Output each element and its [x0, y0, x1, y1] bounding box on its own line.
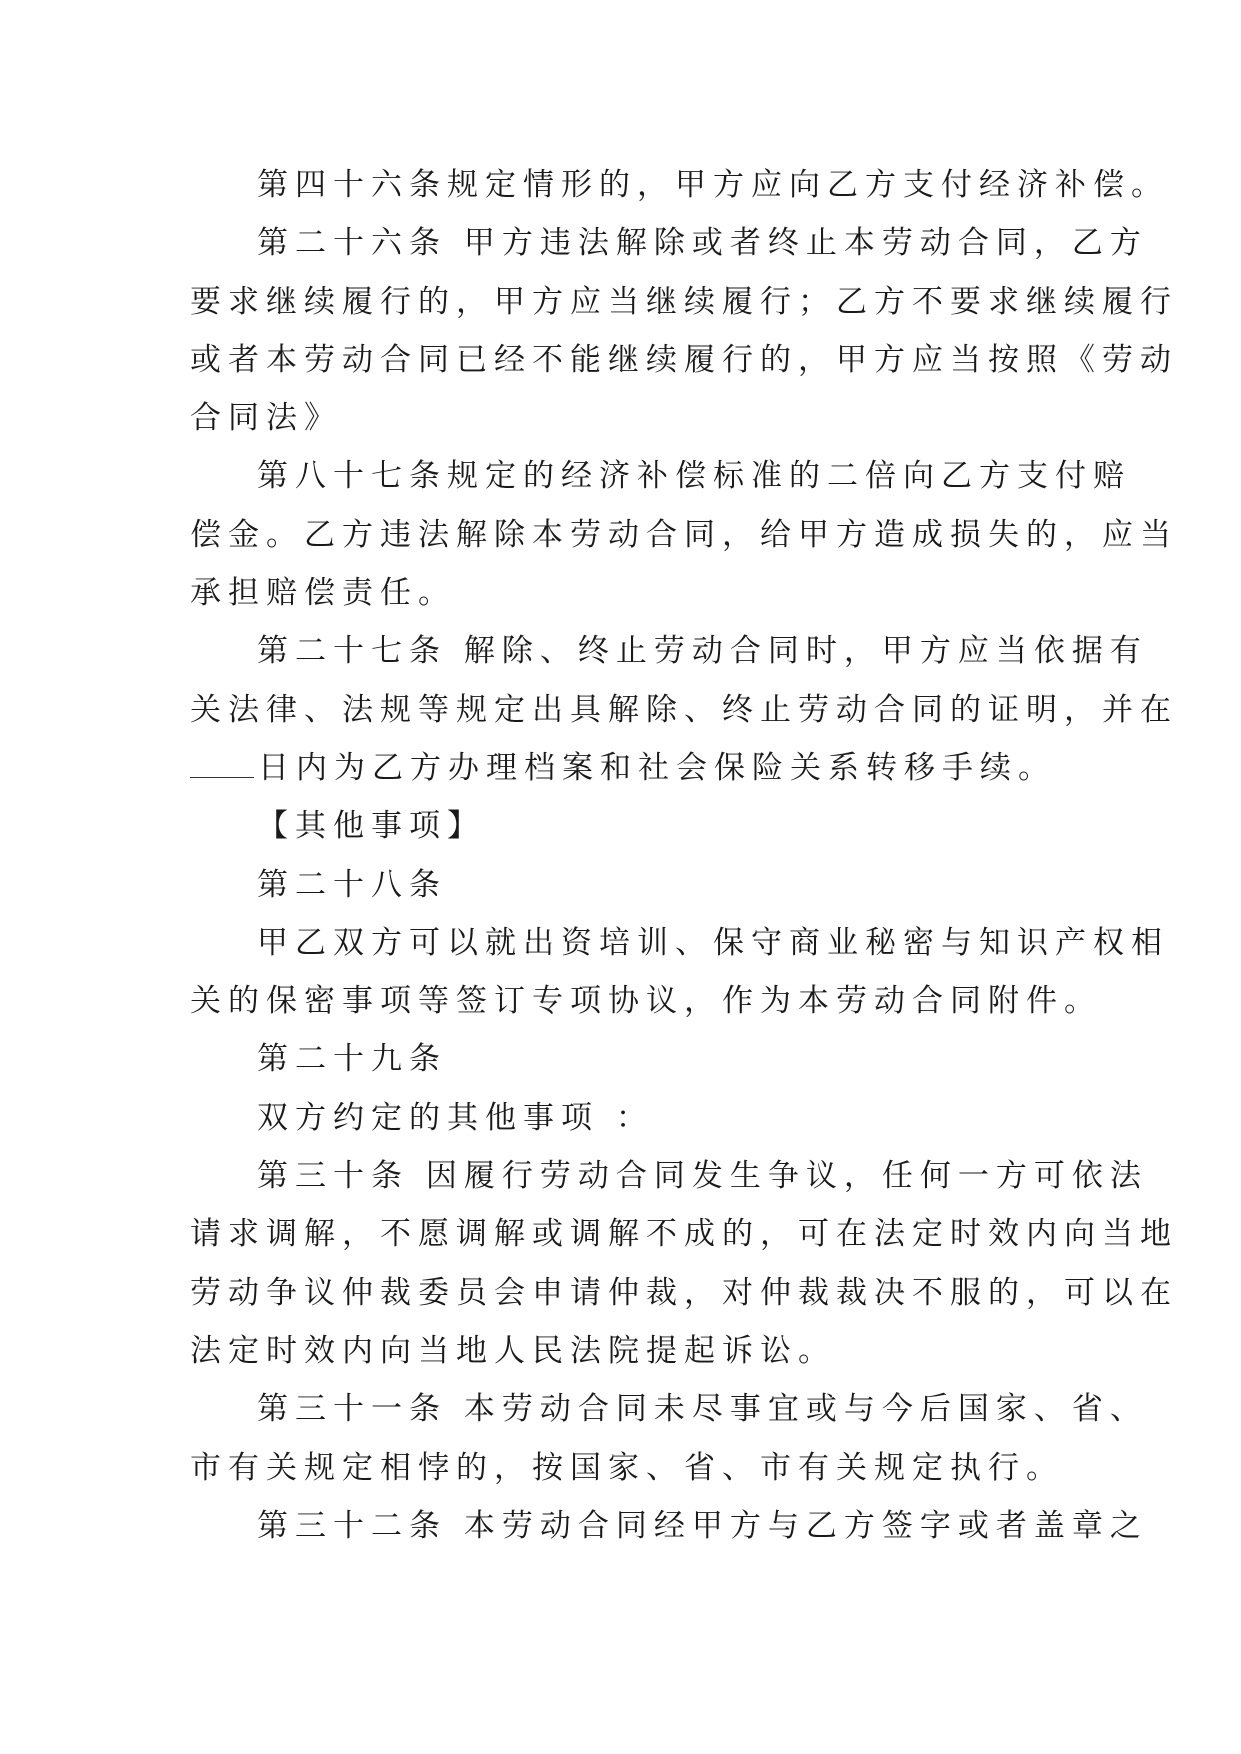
article-30-heading-line: 第三十条 因履行劳动合同发生争议，任何一方可依法	[257, 1158, 1148, 1195]
text-line: 双方约定的其他事项 ：	[257, 1099, 654, 1136]
text-line: 承担赔偿责任。	[190, 575, 456, 612]
text-line: 合同法》	[190, 400, 342, 437]
text-line: 或者本劳动合同已经不能继续履行的，甲方应当按照《劳动	[190, 341, 1178, 378]
article-28-heading: 第二十八条	[257, 866, 447, 903]
article-27-heading-line: 第二十七条 解除、终止劳动合同时，甲方应当依据有	[257, 633, 1148, 670]
text-line: 市有关规定相悖的，按国家、省、市有关规定执行。	[190, 1449, 1064, 1486]
text-line: 法定时效内向当地人民法院提起诉讼。	[190, 1332, 836, 1369]
text-line: 甲乙双方可以就出资培训、保守商业秘密与知识产权相	[257, 924, 1169, 961]
article-26-heading-line: 第二十六条 甲方违法解除或者终止本劳动合同，乙方	[257, 225, 1148, 262]
text-line: 请求调解，不愿调解或调解不成的，可在法定时效内向当地	[190, 1216, 1178, 1253]
article-32-heading-line: 第三十二条 本劳动合同经甲方与乙方签字或者盖章之	[257, 1507, 1148, 1544]
fill-in-blank	[190, 751, 254, 778]
text-line-with-blank	[190, 739, 1056, 797]
text-line: 日内为乙方办理档案和社会保险关系转移手续。	[258, 749, 1056, 786]
text-line: 劳动争议仲裁委员会申请仲裁，对仲裁裁决不服的，可以在	[190, 1274, 1178, 1311]
text-line: 关的保密事项等签订专项协议，作为本劳动合同附件。	[190, 983, 1102, 1020]
text-line: 第四十六条规定情形的，甲方应向乙方支付经济补偿。	[257, 167, 1169, 203]
text-line: 关法律、法规等规定出具解除、终止劳动合同的证明，并在	[190, 691, 1178, 728]
text-line: 偿金。乙方违法解除本劳动合同，给甲方造成损失的，应当	[190, 516, 1178, 553]
text-line: 第八十七条规定的经济补偿标准的二倍向乙方支付赔	[257, 458, 1131, 495]
text-line: 要求继续履行的，甲方应当继续履行；乙方不要求继续履行	[190, 283, 1178, 320]
section-heading-other-matters: 【其他事项】	[257, 808, 485, 845]
article-31-heading-line: 第三十一条 本劳动合同未尽事宜或与今后国家、省、	[257, 1391, 1148, 1428]
contract-text	[190, 156, 1178, 1555]
article-29-heading: 第二十九条	[257, 1041, 447, 1078]
